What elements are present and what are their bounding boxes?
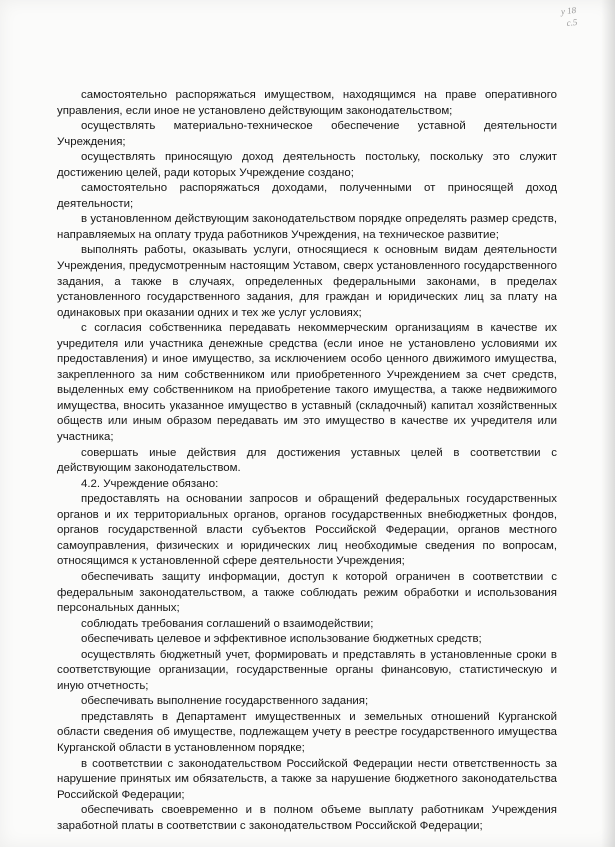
paragraph: осуществлять приносящую доход деятельность постольку, поскольку это служит достижению целей, ради которых Учреждение создано; [57,151,557,179]
section-heading: 4.2. Учреждение обязано: [81,477,219,490]
paragraph: с согласия собственника передавать некоммерческим организациям в качестве их учредителя или участника денежные средства (если иное не установлено условиями их предоставления) и иное имущество, за исключением особо ценного движимого имущества, закрепленного за ним собственником или приобретенного Учреждением за счет средств, выделенных ему собственником на приобретение такого имущества, а также недвижимого имущества, вносить указанное имущество в уставный (складочный) капитал хозяйственных обществ или иным образом передавать им это имущество в качестве их учредителя или участника; [57,322,557,444]
page-edge-shadow [601,0,615,847]
paragraph: представлять в Департамент имущественных и земельных отношений Курганской области сведения об имуществе, подлежащем учету в реестре государственного имущества Курганской области в установленном порядке; [57,710,557,754]
paragraph: обеспечивать выполнение государственного задания; [81,695,369,708]
paragraph: самостоятельно распоряжаться доходами, полученными от приносящей доход деятельности; [57,182,557,210]
paragraph: совершать иные действия для достижения уставных целей в соответствии с действующим законодательством. [57,446,557,475]
paragraph: предоставлять на основании запросов и обращений федеральных государственных органов и их территориальных органов, органов государственных внебюджетных фондов, органов государственной власти субъектов Российской Федерации, органов местного самоуправления, физических и юридических лиц необходимые сведения по вопросам, относящимся к установленной сфере деятельности Учреждения; [57,493,557,568]
paragraph: выполнять работы, оказывать услуги, относящиеся к основным видам деятельности Учреждения, предусмотренным настоящим Уставом, сверх установленного государственного задания, а также в случаях, определенных федеральными законами, в пределах установленного государственного задания, для граждан и юридических лиц за плату на одинаковых при оказании одних и тех же услуг условиях; [57,244,557,319]
paragraph: в соответствии с законодательством Российской Федерации нести ответственность за нарушение принятых им обязательств, а также за нарушение бюджетного законодательства Российской Федерации; [57,757,557,801]
corner-handwritten-mark [536,4,579,36]
paragraph: обеспечивать целевое и эффективное использование бюджетных средств; [81,633,482,646]
paragraph: осуществлять материально-техническое обеспечение уставной деятельности Учреждения; [57,120,557,148]
paragraph: самостоятельно распоряжаться имуществом, находящимся на праве оперативного управления, если иное не установлено действующим законодательством; [57,89,557,117]
paragraph: обеспечивать своевременно и в полном объеме выплату работникам Учреждения заработной платы в соответствии с законодательством Российской Федерации; [57,804,557,832]
corner-mark-line-1: у 18 [560,4,577,17]
paragraph: осуществлять бюджетный учет, формировать и представлять в установленные сроки в соответствующие организации, государственные органы финансовую, статистическую и иную отчетность; [57,648,557,692]
corner-mark-line-2: с.5 [566,16,578,28]
paragraph: обеспечивать защиту информации, доступ к которой ограничен в соответствии с федеральным законодательством, а также соблюдать режим обработки и использования персональных данных; [57,570,557,615]
paragraph: в установленном действующим законодательством порядке определять размер средств, направляемых на оплату труда работников Учреждения, на техническое развитие; [57,213,557,241]
paragraph: соблюдать требования соглашений о взаимодействии; [81,617,374,630]
document-body [57,88,557,834]
